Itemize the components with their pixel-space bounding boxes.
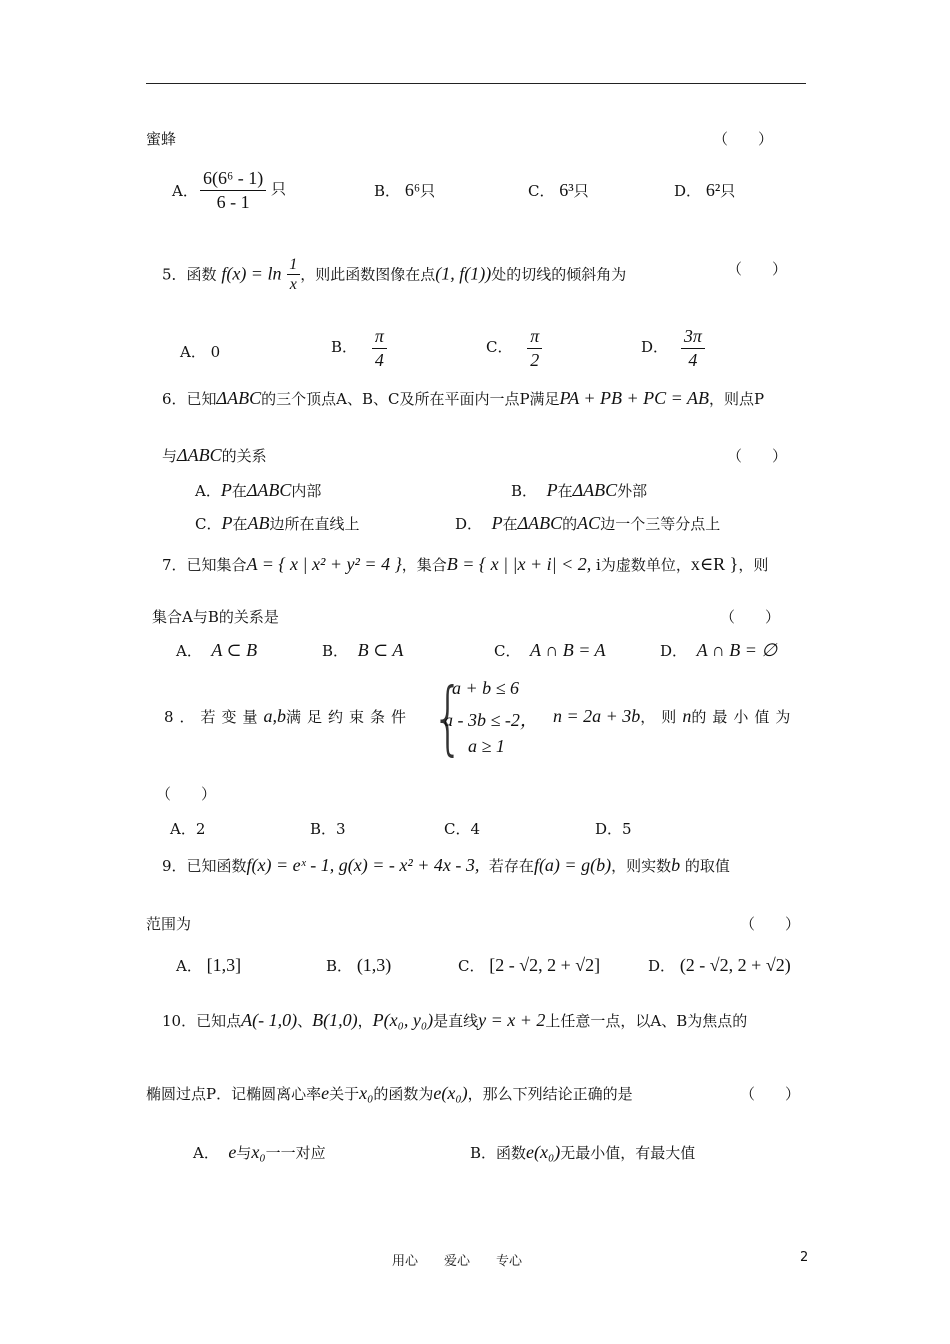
q6-option-a-tri: ΔABC	[246, 480, 292, 500]
q9-b: b	[671, 855, 681, 875]
q5-option-b-den: 4	[374, 349, 384, 370]
q4-option-d	[674, 180, 735, 201]
q5-option-a-label: A．	[180, 343, 206, 361]
q10-option-b-e-x0: e(x₀)	[526, 1142, 561, 1162]
q9-mid: 若存在	[488, 857, 534, 875]
q9-stem	[162, 855, 730, 876]
q6-stem	[162, 388, 764, 409]
q10-option-a-tail: 一一对应	[265, 1144, 326, 1162]
q9-option-c-label: C．	[458, 957, 485, 975]
q4-option-d-unit: 只	[720, 182, 736, 200]
q6-option-d-de: 的	[562, 515, 578, 533]
q10-stem	[162, 1010, 747, 1031]
q6-option-d	[455, 513, 720, 534]
q5-option-d-label: D．	[641, 338, 669, 357]
q7-tail: ，则	[738, 556, 769, 574]
q6-option-d-tri: ΔABC	[517, 513, 563, 533]
q6-option-a-text: 内部	[291, 482, 322, 500]
q9-tail2: 的取值	[684, 857, 730, 875]
q6-option-b-text: 外部	[617, 482, 648, 500]
q7-option-d	[660, 640, 777, 661]
q7-mid: ，集合	[401, 556, 447, 574]
q6-option-c-zai: 在	[232, 515, 248, 533]
q8-option-a-label: A．	[170, 820, 196, 838]
q4-option-b-label: B．	[374, 182, 401, 200]
q10-line2a: 椭圆过点P．记椭圆离心率	[146, 1085, 322, 1103]
q9-condition: f(a) = g(b)	[533, 855, 612, 875]
q6-option-c-ab: AB	[247, 513, 270, 533]
q8-option-b	[310, 818, 346, 839]
q6-option-b-p: P	[546, 480, 558, 500]
q7-option-a	[176, 640, 257, 661]
q10-text2: 上任意一点，以A、B为焦点的	[545, 1012, 748, 1030]
q4-option-c-label: C．	[528, 182, 555, 200]
q6-stem-line2	[162, 445, 267, 466]
q5-option-b-label: B．	[331, 338, 358, 357]
q9-option-d-label: D．	[648, 957, 676, 975]
q8-constraint-brace: {	[432, 671, 464, 765]
q7-option-d-label: D．	[660, 642, 688, 660]
q4-option-a-unit: 只	[271, 180, 287, 199]
q7-set-b-tail: x∈R }	[690, 554, 739, 574]
q5-option-c	[486, 326, 542, 370]
q5-mid-text: ，则此函数图像在点	[300, 265, 436, 284]
q6-answer-paren: （ ）	[727, 447, 788, 465]
q5-option-a	[180, 341, 220, 362]
q6-triangle-2: ΔABC	[177, 445, 222, 465]
q9-stem-line2: 范围为	[146, 915, 192, 933]
q5-tail-text: 处的切线的倾斜角为	[491, 265, 627, 284]
q6-option-a-label: A．	[195, 482, 221, 500]
q7-number: 7．已知集合	[162, 556, 247, 574]
q10-e-x0: e(x₀)	[433, 1083, 468, 1103]
header-rule	[146, 83, 806, 84]
q8-option-c-value: 4	[470, 820, 481, 838]
q10-option-b-label: B．函数	[470, 1144, 527, 1162]
q10-stem-line2	[146, 1083, 633, 1104]
q10-option-b-tail: 无最小值，有最大值	[560, 1144, 696, 1162]
q5-stem	[162, 256, 626, 295]
q4-option-a	[200, 168, 286, 212]
q7-option-b	[322, 640, 403, 661]
q8-constraint-2: a - 3b ≤ -2，	[444, 710, 538, 730]
footer-motto: 用心 爱心 专心	[392, 1254, 523, 1269]
q8-option-b-label: B．	[310, 820, 337, 838]
q9-functions: f(x) = eˣ - 1, g(x) = - x² + 4x - 3,	[246, 855, 480, 875]
q10-option-b	[470, 1142, 695, 1163]
q10-option-a	[193, 1142, 326, 1163]
q10-option-a-e: e	[228, 1142, 237, 1162]
q9-option-c-expr: [2 - √2, 2 + √2]	[489, 955, 601, 975]
q10-number: 10．已知点	[162, 1012, 242, 1030]
q10-line2c: 的函数为	[373, 1085, 434, 1103]
q10-point-a: A(- 1,0)	[241, 1010, 298, 1030]
q9-option-c	[458, 955, 600, 976]
q8-n: n	[682, 706, 692, 726]
q10-sep1: 、	[297, 1012, 313, 1030]
q5-frac-num: 1	[289, 256, 298, 273]
q8-text: 满足约束条件	[286, 708, 413, 726]
q8-vars: a,b	[263, 706, 287, 726]
q8-tail2: 的最小值为	[691, 708, 797, 726]
q6-option-d-ac: AC	[577, 513, 601, 533]
q8-answer-paren: （ ）	[156, 785, 217, 803]
q7-option-a-label: A．	[176, 642, 202, 660]
q5-point: (1, f(1))	[435, 263, 492, 284]
q10-point-p: P(x₀, y₀)	[372, 1010, 434, 1030]
q5-option-d-num: 3π	[681, 326, 705, 349]
q8-number: 8．若变量	[164, 708, 264, 726]
q10-point-b: B(1,0)	[312, 1010, 358, 1030]
q6-option-b-tri: ΔABC	[572, 480, 618, 500]
q9-option-a	[176, 955, 241, 976]
q9-option-d-expr: (2 - √2, 2 + √2)	[679, 955, 791, 975]
q9-answer-paren: （ ）	[740, 915, 801, 933]
q6-option-c	[195, 513, 360, 534]
q10-line2b: 关于	[329, 1085, 360, 1103]
q9-option-a-expr: [1,3]	[206, 955, 242, 975]
q5-function: f(x) = ln	[221, 263, 282, 284]
q8-option-c-label: C．	[444, 820, 471, 838]
q6-option-d-p: P	[491, 513, 503, 533]
q9-option-b-expr: (1,3)	[356, 955, 392, 975]
q5-option-b-num: π	[372, 326, 387, 349]
q6-text1: 的三个顶点A、B、C及所在平面内一点P满足	[261, 390, 560, 408]
q4-option-d-expr: 6²	[705, 180, 721, 200]
q4-option-a-numerator: 6(6⁶ - 1)	[200, 168, 266, 191]
q7-option-b-expr: B ⊂ A	[357, 640, 404, 660]
q7-option-c-expr: A ∩ B = A	[530, 640, 606, 660]
q4-option-d-label: D．	[674, 182, 702, 200]
q6-vector-equation: PA + PB + PC = AB	[559, 388, 709, 408]
q6-line2a: 与	[162, 447, 178, 465]
q5-option-c-label: C．	[486, 338, 513, 357]
q7-set-b-imag: i为虚数单位，	[596, 556, 691, 574]
q10-text1: 是直线	[433, 1012, 479, 1030]
q4-option-b-expr: 6⁶	[404, 180, 421, 200]
q10-option-a-mid: 与	[236, 1144, 252, 1162]
q8-stem-start	[164, 706, 412, 727]
q10-sep2: ，	[357, 1012, 373, 1030]
q7-answer-paren: （ ）	[720, 608, 781, 626]
q10-e: e	[321, 1083, 330, 1103]
q8-option-c	[444, 818, 480, 839]
q5-option-c-num: π	[527, 326, 542, 349]
q7-option-c-label: C．	[494, 642, 521, 660]
q9-tail1: ，则实数	[611, 857, 672, 875]
q10-option-a-x0: x₀	[251, 1142, 266, 1162]
q6-line2b: 的关系	[221, 447, 267, 465]
q6-option-c-p: P	[221, 513, 233, 533]
q6-option-a-p: P	[220, 480, 232, 500]
q6-text2: ，则点P	[709, 390, 765, 408]
q8-option-b-value: 3	[336, 820, 346, 838]
q5-option-d	[641, 326, 705, 370]
q8-constraint-3: a ≥ 1	[468, 736, 505, 756]
q4-option-a-label: A．	[172, 182, 198, 200]
q7-option-c	[494, 640, 606, 661]
q10-answer-paren: （ ）	[740, 1085, 801, 1103]
q10-option-a-label: A．	[193, 1144, 219, 1162]
q7-option-b-label: B．	[322, 642, 349, 660]
q8-option-a-value: 2	[195, 820, 206, 838]
q8-option-a	[170, 818, 205, 839]
q6-option-a	[195, 480, 321, 501]
q10-line: y = x + 2	[478, 1010, 546, 1030]
q8-option-d-value: 5	[622, 820, 632, 838]
q6-option-a-zai: 在	[231, 482, 247, 500]
q4-option-c-unit: 只	[573, 182, 589, 200]
q6-triangle: ΔABC	[216, 388, 262, 408]
q7-stem	[162, 554, 768, 575]
q9-option-b-label: B．	[326, 957, 353, 975]
q4-stem-tail: 蜜蜂	[146, 130, 177, 148]
q4-option-c	[528, 180, 589, 201]
q7-set-b: B = { x | |x + i| < 2,	[446, 554, 592, 574]
q6-option-b-label: B．	[511, 482, 538, 500]
q8-objective	[553, 706, 796, 727]
page-number: 2	[800, 1250, 809, 1265]
q5-option-d-den: 4	[688, 349, 698, 370]
q10-x0: x₀	[359, 1083, 374, 1103]
q6-number: 6．已知	[162, 390, 217, 408]
q7-option-a-expr: A ⊂ B	[211, 640, 258, 660]
q5-option-b	[331, 326, 387, 370]
q6-option-b-zai: 在	[557, 482, 573, 500]
q8-constraint-1: a + b ≤ 6	[452, 678, 520, 698]
q8-option-d	[595, 818, 632, 839]
q5-answer-paren: （ ）	[727, 260, 788, 278]
q4-option-a-denominator: 6 - 1	[216, 191, 250, 212]
q8-option-d-label: D．	[595, 820, 623, 838]
q7-stem-line2: 集合A与B的关系是	[152, 608, 279, 626]
q6-option-b	[511, 480, 647, 501]
q9-number: 9．已知函数	[162, 857, 247, 875]
q4-option-b	[374, 180, 435, 201]
q4-option-c-expr: 6³	[559, 180, 574, 200]
q9-option-b	[326, 955, 391, 976]
q4-answer-paren: （ ）	[713, 130, 774, 148]
q8-objective-expr: n = 2a + 3b	[553, 706, 641, 726]
q6-option-c-label: C．	[195, 515, 222, 533]
q7-option-d-expr: A ∩ B = ∅	[696, 640, 778, 660]
q4-option-b-unit: 只	[420, 182, 436, 200]
q5-frac-den: x	[287, 274, 300, 294]
q5-option-a-value: 0	[210, 343, 221, 361]
q9-option-a-label: A．	[176, 957, 202, 975]
q7-set-a: A = { x | x² + y² = 4 }	[246, 554, 402, 574]
q6-option-d-text: 边一个三等分点上	[600, 515, 721, 533]
q5-option-c-den: 2	[530, 349, 540, 370]
q5-number: 5．函数	[162, 265, 217, 284]
q6-option-c-text: 边所在直线上	[269, 515, 360, 533]
q6-option-d-zai: 在	[502, 515, 518, 533]
q10-line2d: ，那么下列结论正确的是	[467, 1085, 633, 1103]
q8-tail1: ，则	[640, 708, 683, 726]
q6-option-d-label: D．	[455, 515, 483, 533]
q9-option-d	[648, 955, 791, 976]
